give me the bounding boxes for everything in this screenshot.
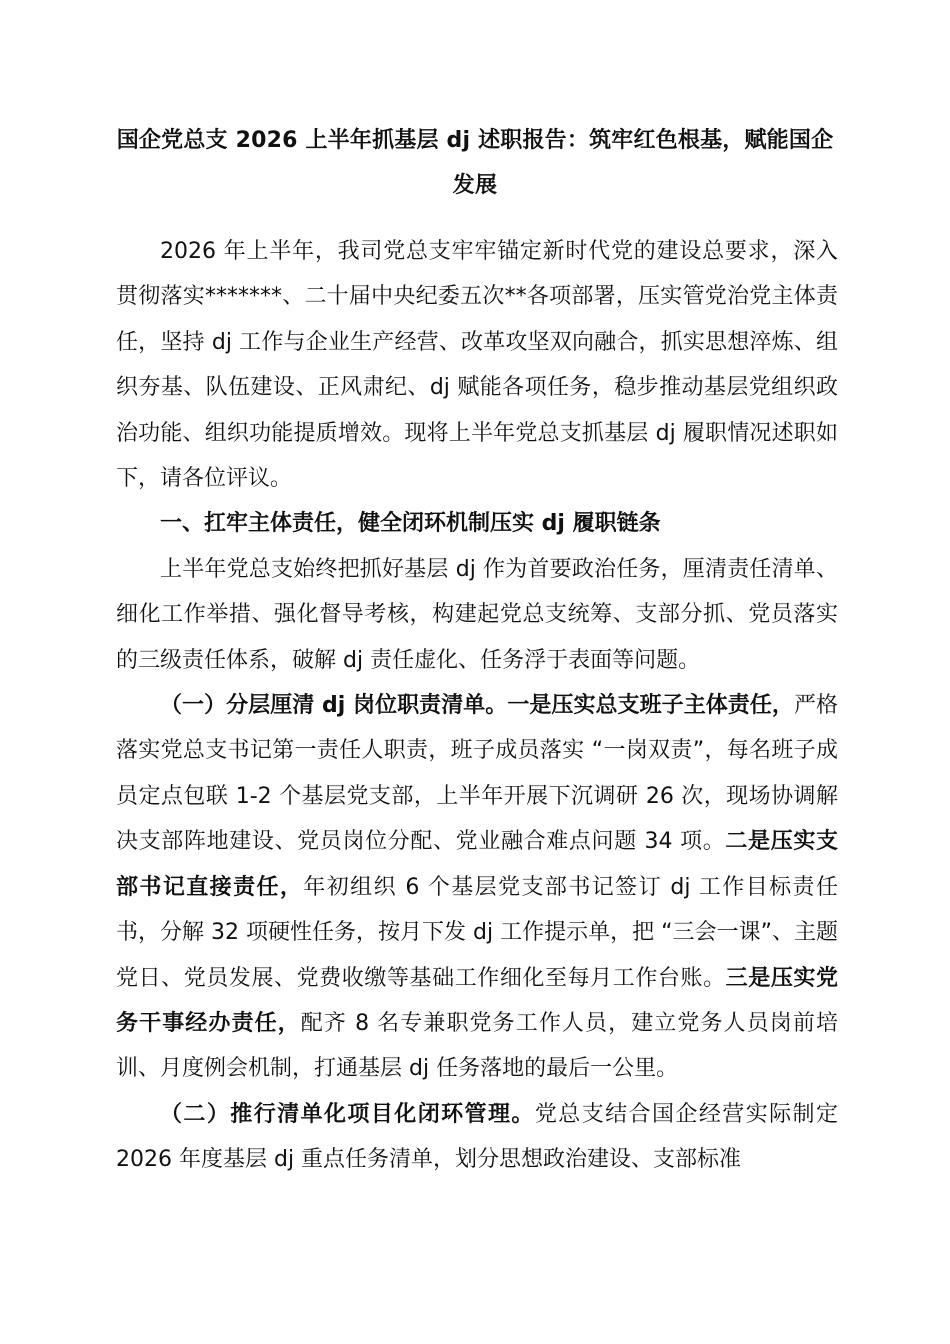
section-1-heading: 一、扛牢主体责任，健全闭环机制压实 dj 履职链条 [160, 511, 661, 537]
subsection-1-text-1: 严格落实党总支书记第一责任人职责，班子成员落实 “一岗双责”，每名班子成员定点包联 1-2 个基层党支部，上半年开展下沉调研 26 次，现场协调解决支部阵地建设、党员岗位分配、党业融合难点问题 34 项。 [116, 693, 838, 855]
intro-paragraph: 2026 年上半年，我司党总支牢牢锚定新时代党的建设总要求，深入贯彻落实*******、二十届中央纪委五次**各项部署，压实管党治党主体责任，坚持 dj 工作与企业生产经营、改革攻坚双向融合，抓实思想淬炼、组织夯基、队伍建设、正风肃纪、dj 赋能各项任务，稳步推动基层党组织政治功能、组织功能提质增效。现将上半年党总支抓基层 dj 履职情况述职如下，请各位评议。 [116, 239, 838, 492]
subsection-1-text-2: 年初组织 6 个基层党支部书记签订 dj 工作目标责任书，分解 32 项硬性任务，按月下发 dj 工作提示单，把 “三会一课”、主题党日、党员发展、党费收缴等基础工作细化至每月工作台账。 [116, 874, 838, 991]
subsection-1-paragraph [116, 683, 838, 1092]
subsection-2-paragraph [116, 1092, 838, 1183]
document-title: 国企党总支 2026 上半年抓基层 dj 述职报告：筑牢红色根基，赋能国企发展 [116, 128, 834, 198]
document-body [116, 229, 838, 1183]
subsection-1-point-2: 二是压实支部书记直接责任， [116, 829, 838, 900]
subsection-1-heading: （一）分层厘清 dj 岗位职责清单。一是压实总支班子主体责任， [160, 693, 794, 719]
subsection-2-text-1: 党总支结合国企经营实际制定 2026 年度基层 dj 重点任务清单，划分思想政治建设、支部标准 [116, 1101, 838, 1173]
subsection-2-heading: （二）推行清单化项目化闭环管理。 [160, 1101, 535, 1127]
section-1-lead-paragraph: 上半年党总支始终把抓好基层 dj 作为首要政治任务，厘清责任清单、细化工作举措、强化督导考核，构建起党总支统筹、支部分抓、党员落实的三级责任体系，破解 dj 责任虚化、任务浮于表面等问题。 [116, 556, 838, 673]
subsection-1-point-3: 三是压实党务干事经办责任， [116, 965, 838, 1036]
subsection-1-text-3: 配齐 8 名专兼职党务工作人员，建立党务人员岗前培训、月度例会机制，打通基层 dj 任务落地的最后一公里。 [116, 1010, 838, 1082]
